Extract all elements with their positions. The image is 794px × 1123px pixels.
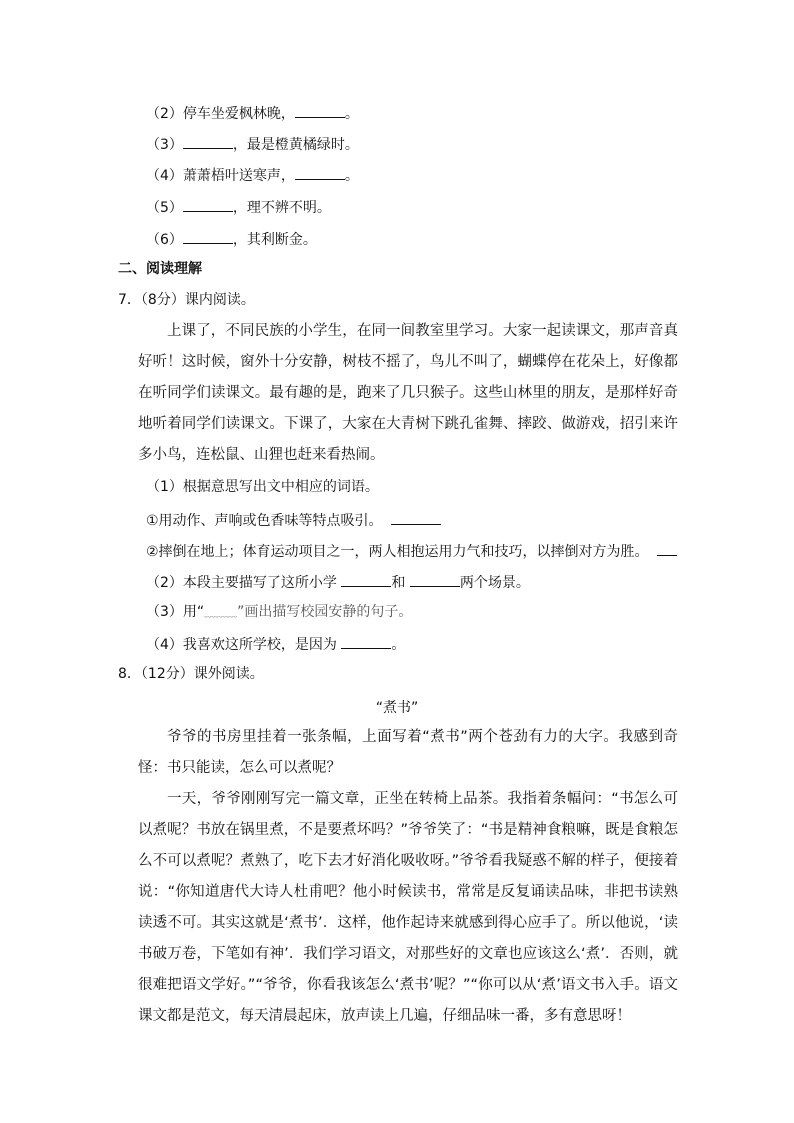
- question-7-passage: 上课了，不同民族的小学生，在同一间教室里学习。大家一起读课文，那声音真好听！这时候，窗外十分安静，树枝不摇了，鸟儿不叫了，蝴蝶停在花朵上，好像都在听同学们读课文。最有趣的是，跑来了几只猴子。这些山林里的朋友，是那样好奇地听着同学们读课文。下课了，大家在大青树下跳孔雀舞、摔跤、做游戏，招引来许多小鸟，连松鼠、山狸也赶来看热闹。: [138, 323, 678, 463]
- answer-blank[interactable]: [183, 197, 233, 212]
- item-number: （4）: [146, 168, 183, 184]
- item-4: [146, 165, 359, 185]
- sub-question-text: （3）用“: [146, 604, 205, 620]
- answer-blank[interactable]: [657, 541, 677, 556]
- answer-blank[interactable]: [341, 572, 391, 587]
- item-number: （5）: [146, 200, 183, 216]
- item-number: （2）: [146, 106, 183, 122]
- question-8-header: 8．（12分）课外阅读。: [118, 666, 264, 682]
- q7-sub2: [146, 572, 530, 592]
- sub-question-text: （4）我喜欢这所学校，是因为: [146, 637, 337, 653]
- item-number: （3）: [146, 137, 183, 153]
- item-text: 。: [344, 106, 359, 122]
- item-2: [146, 103, 359, 123]
- sub-question-text: 两个场景。: [459, 575, 530, 591]
- item-number: （6）: [146, 232, 183, 248]
- answer-blank[interactable]: [295, 165, 345, 180]
- q7-sub1: （1）根据意思写出文中相应的词语。: [146, 479, 379, 495]
- item-text: 停车坐爱枫林晚，: [182, 106, 295, 122]
- answer-blank[interactable]: [341, 634, 391, 649]
- sub-question-text: ①用动作、声响或色香味等特点吸引。: [146, 513, 383, 529]
- item-6: [146, 229, 317, 249]
- answer-blank[interactable]: [391, 510, 441, 525]
- question-7-header: 7．（8分）课内阅读。: [118, 292, 255, 308]
- item-text: ，最是橙黄橘绿时。: [232, 137, 359, 153]
- q7-sub3: [146, 603, 412, 622]
- wavy-underline-symbol: ﹏﹏﹏: [204, 606, 238, 619]
- sub-question-text: ②摔倒在地上；体育运动项目之一，两人相抱运用力气和技巧，以摔倒对方为胜。: [146, 544, 649, 560]
- item-3: [146, 134, 359, 154]
- q7-sub1a: [146, 510, 441, 530]
- q8-paragraph-1: 爷爷的书房里挂着一张条幅，上面写着“煮书”两个苍劲有力的大字。我感到奇怪：书只能读，怎么可以煮呢？: [138, 729, 678, 776]
- passage-title: “煮书”: [375, 700, 419, 716]
- section-heading: 二、阅读理解: [118, 261, 202, 277]
- answer-blank[interactable]: [183, 229, 233, 244]
- item-text: 。: [344, 168, 359, 184]
- answer-blank[interactable]: [295, 103, 345, 118]
- answer-blank[interactable]: [410, 572, 460, 587]
- item-5: [146, 197, 331, 217]
- sub-question-text: 和: [391, 575, 406, 591]
- sub-question-text: 。: [391, 637, 406, 653]
- item-text: ，其利断金。: [232, 232, 317, 248]
- item-text: ，理不辨不明。: [232, 200, 331, 216]
- q7-sub4: [146, 634, 405, 654]
- item-text: 萧萧梧叶送寒声，: [182, 168, 295, 184]
- q7-sub1b: [146, 541, 677, 561]
- sub-question-text: （2）本段主要描写了这所小学: [146, 575, 337, 591]
- q8-paragraph-2: 一天，爷爷刚刚写完一篇文章，正坐在转椅上品茶。我指着条幅问：“书怎么可以煮呢？书放在锅里煮，不是要煮坏吗？”爷爷笑了：“书是精神食粮嘛，既是食粮怎么不可以煮呢？煮熟了，吃下去才好消化吸收呀。”爷爷看我疑惑不解的样子，便接着说：“你知道唐代大诗人杜甫吧？他小时候读书，常常是反复诵读品味，非把书读熟读透不可。其实这就是‘煮书’．这样，他作起诗来就感到得心应手了。所以他说，‘读书破万卷，下笔如有神’．我们学习语文，对那些好的文章也应该这么‘煮’．否则，就很难把语文学好。”“爷爷，你看我该怎么‘煮书’呢？”“你可以从‘煮’语文书入手。语文课文都是范文，每天清晨起床，放声读上几遍，仔细品味一番，多有意思呀！: [138, 791, 678, 1024]
- answer-blank[interactable]: [183, 134, 233, 149]
- sub-question-text: ”画出描写校园安静的句子。: [237, 604, 413, 620]
